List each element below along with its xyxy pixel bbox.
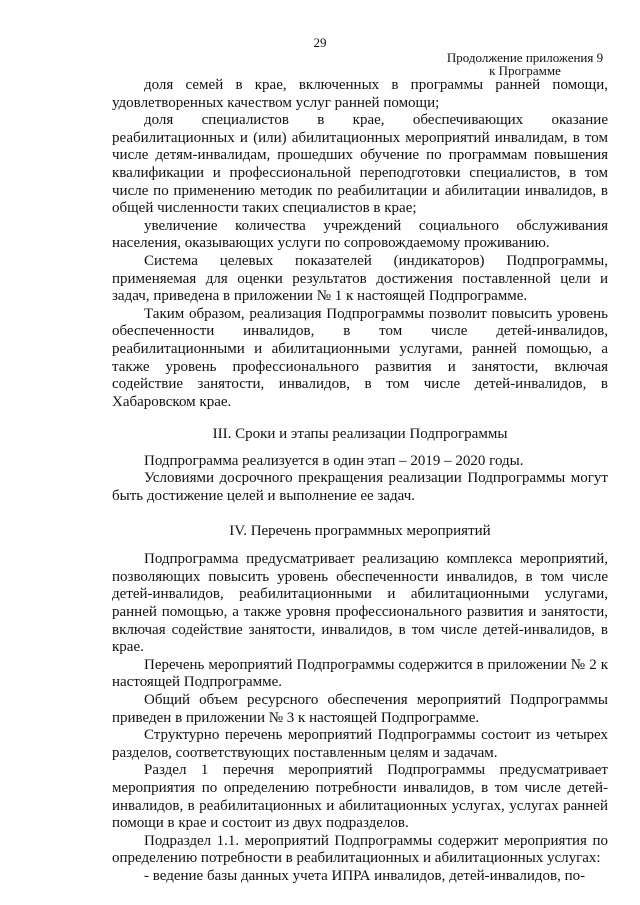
paragraph: Подраздел 1.1. мероприятий Подпрограммы содержит мероприятия по определению потребности в реабилитационных и абилитационных услугах: — [112, 832, 608, 867]
paragraph: увеличение количества учреждений социального обслуживания населения, оказывающих услуги по сопровождаемому проживанию. — [112, 217, 608, 252]
paragraph: Таким образом, реализация Подпрограммы позволит повысить уровень обеспеченности инвалидов, в том числе детей-инвалидов, реабилитационными и абилитационными услугами, ранней помощью, а также уровень профессионального развития и занятости, включая содействие занятости, инвалидов, в том числе детей-инвалидов, в Хабаровском крае. — [112, 305, 608, 410]
section-heading: III. Сроки и этапы реализации Подпрограммы — [212, 426, 508, 443]
appendix-note-line-2: к Программе — [489, 62, 561, 78]
section-heading: IV. Перечень программных мероприятий — [229, 522, 491, 539]
paragraph: Система целевых показателей (индикаторов) Подпрограммы, применяемая для оценки результатов достижения поставленной цели и задач, приведена в приложении № 1 к настоящей Подпрограмме. — [112, 252, 608, 305]
paragraph: Общий объем ресурсного обеспечения мероприятий Подпрограммы приведен в приложении № 3 к настоящей Подпрограмме. — [112, 692, 608, 726]
paragraph: Перечень мероприятий Подпрограммы содержится в приложении № 2 к настоящей Подпрограмме. — [112, 656, 608, 691]
paragraph: - ведение базы данных учета ИПРА инвалидов, детей-инвалидов, по- — [144, 867, 586, 884]
paragraph: доля семей в крае, включенных в программы ранней помощи, удовлетворенных качеством услуг ранней помощи; — [112, 77, 608, 111]
paragraph: Структурно перечень мероприятий Подпрограммы состоит из четырех разделов, соответствующих поставленным целям и задачам. — [112, 727, 608, 761]
paragraph: Подпрограмма реализуется в один этап – 2019 – 2020 годы. — [144, 452, 524, 469]
appendix-note-line-1: Продолжение приложения 9 — [446, 50, 604, 65]
document-body — [112, 77, 608, 886]
appendix-note — [440, 52, 610, 77]
paragraph: доля специалистов в крае, обеспечивающих оказание реабилитационных и (или) абилитационных мероприятий инвалидам, в том числе детям-инвалидам, прошедших обучение по программам повышения квалификации и профессиональной переподготовки специалистов, в том числе по применению методик по реабилитации и абилитации инвалидов, в общей численности таких специалистов в крае; — [112, 112, 608, 217]
paragraph: Подпрограмма предусматривает реализацию комплекса мероприятий, позволяющих повысить уровень обеспеченности инвалидов, в том числе детей-инвалидов, реабилитационными и абилитационными услугами, ранней помощью, а также уровня профессионального развития и занятости, включая содействие занятости, инвалидов, в том числе детей-инвалидов, в крае. — [112, 551, 608, 656]
paragraph: Раздел 1 перечня мероприятий Подпрограммы предусматривает мероприятия по определению потребности инвалидов, в том числе детей-инвалидов, в реабилитационных и абилитационных услугах, услугах ранней помощи в крае и состоит из двух подразделов. — [112, 762, 608, 832]
paragraph: Условиями досрочного прекращения реализации Подпрограммы могут быть достижение целей и выполнение ее задач. — [112, 470, 608, 505]
page-number: 29 — [313, 35, 327, 50]
